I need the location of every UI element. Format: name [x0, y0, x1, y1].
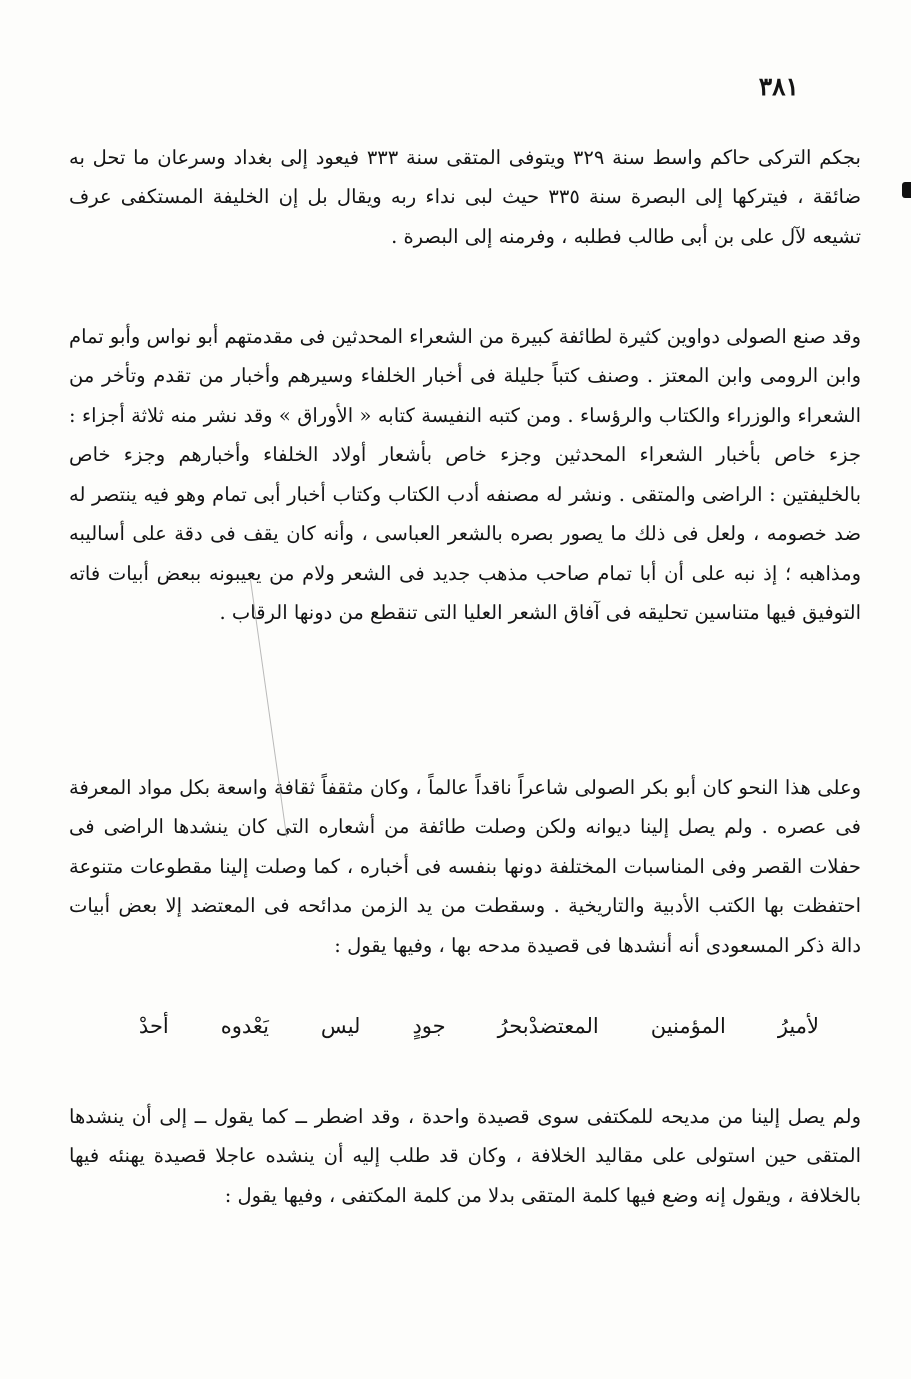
verse-word: لأميرُ: [777, 1014, 819, 1038]
verse-word: جودٍ: [412, 1014, 446, 1038]
verse-second-hemistich: [139, 1014, 529, 1038]
paragraph: وعلى هذا النحو كان أبو بكر الصولى شاعراً ناقداً عالماً ، وكان مثقفاً ثقافة واسعة بكل مواد المعرفة فى عصره . ولم يصل إلينا ديوانه ولكن وصلت طائفة من أشعاره التى كان ينشدها الراضى فى حفلات القصر وفى المناسبات المختلفة دونها بنفسه فى أخباره ، كما وصلت إلينا مقطوعات متنوعة احتفظت بها الكتب الأدبية والتاريخية . وسقطت من يد الزمن مدائحه فى المعتضد إلا بعض أبيات دالة ذكر المسعودى أنه أنشدها فى قصيدة مدحه بها ، وفيها يقول :: [69, 775, 861, 957]
paragraph: وقد صنع الصولى دواوين كثيرة لطائفة كبيرة من الشعراء المحدثين فى مقدمتهم أبو نواس وأبو تمام وابن الرومى وابن المعتز . وصنف كتباً جليلة فى أخبار الخلفاء وسيرهم وأخبار من تقدم وتأخر من الشعراء والوزراء والكتاب والرؤساء . ومن كتبه النفيسة كتابه « الأوراق » وقد نشر منه ثلاثة أجزاء : جزء خاص بأخبار الشعراء المحدثين وجزء خاص بأشعار أولاد الخلفاء وأخبارهم وجزء خاص بالخليفتين : الراضى والمتقى . ونشر له مصنفه أدب الكتاب وكتاب أخبار أبى تمام وهو فيه ينتصر له ضد خصومه ، ولعل فى ذلك ما يصور بصره بالشعر العباسى ، وأنه كان يقف فى دقة على أساليبه ومذاهبه ؛ إذ نبه على أن أبا تمام صاحب مذهب جديد فى الشعر ولام من يعيبونه ببعض أبيات فاته التوفيق فيها متناسين تحليقه فى آفاق الشعر العليا التى تنقطع من دونها الرقاب .: [69, 324, 861, 624]
verse-word: أحدْ: [138, 1014, 169, 1038]
paragraph: ولم يصل إلينا من مديحه للمكتفى سوى قصيدة واحدة ، وقد اضطر ــ كما يقول ــ إلى أن ينشدها المتقى حين استولى على مقاليد الخلافة ، وكان قد طلب إليه أن ينشده عاجلا قصيدة يهنئه فيها بالخلافة ، ويقول إنه وضع فيها كلمة المتقى بدلا من كلمة المكتفى ، وفيها يقول :: [69, 1104, 861, 1207]
verse-word: المؤمنين: [650, 1014, 726, 1038]
margin-mark: [902, 182, 911, 198]
verse-word: يَعْدوه: [220, 1014, 269, 1038]
verse-word: بحرُ: [497, 1014, 529, 1038]
verse-first-hemistich: [529, 1014, 819, 1038]
paragraph: بجكم التركى حاكم واسط سنة ٣٢٩ ويتوفى المتقى سنة ٣٣٣ فيعود إلى بغداد وسرعان ما تحل به ضائقة ، فيتركها إلى البصرة سنة ٣٣٥ حيث لبى نداء ربه ويقال بل إن الخليفة المستكفى عرف تشيعه لآل على بن أبى طالب فطلبه ، وفرمنه إلى البصرة .: [69, 145, 861, 248]
verse-word: ليس: [320, 1014, 361, 1038]
verse-line: [138, 1014, 819, 1038]
verse-word: المعتضدْ: [528, 1014, 599, 1038]
page-number: ٣٨١: [758, 72, 799, 101]
